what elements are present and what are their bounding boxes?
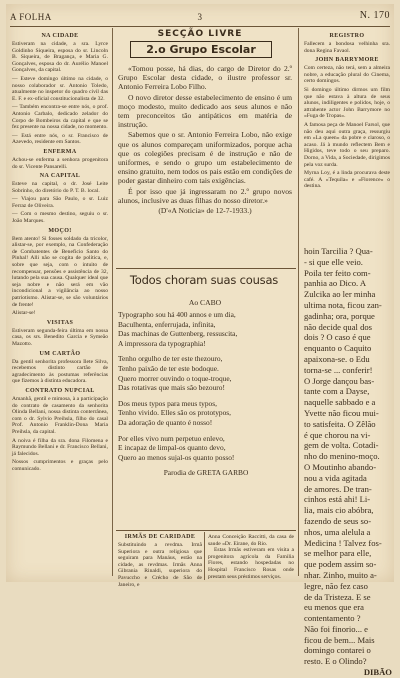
article-paragraph: Sabemos que o sr. Antonio Ferreira Lobo, não exige que os alunos compareçam uniformizados, porque acha que os colegiões precisam é de instrução e não de uniformes, e sendo o grupo um estabelecimento de ensino gratuito, nem todos os pais estão em condições de poder gastar dinheiro com tais exigências. [118, 130, 292, 186]
bottom-col-2-text2: Estas Irmãs estiveram em visita a progenitora agrícola da Familia Flores, estando hospedadas no Hospital Francisco Rosas onde prestam seus préstimos serviços. [208, 547, 294, 580]
left-column-paragraph: — Viajou para São Paulo, o sr. Luiz Ferraz de Oliveira. [12, 196, 108, 209]
bottom-col-2-text: Anna Conceição Raccitti, da casa de saude «Dr. Eirane, do Rio. [208, 534, 294, 547]
bottom-col-1 [118, 534, 202, 588]
left-column-heading: CONTRATO NUPCIAL [25, 387, 95, 394]
gossip-line: de amores. De tran- [304, 483, 372, 494]
newspaper-page [6, 4, 394, 678]
left-column-heading: NA CIDADE [41, 33, 79, 39]
poem-line: Quero ao menos sujal-os quanto posso! [118, 452, 235, 462]
article-paragraph: «Tomou posse, há dias, do cargo de Diretor do 2.º Grupo Escolar desta cidade, o ilustre professor sr. Antonio Ferreira Lobo Filho. [118, 64, 292, 92]
gossip-line: Yvette não ficou mui- [304, 407, 379, 418]
gossip-line: nhos, uma alelula a [304, 526, 371, 537]
left-column-paragraph: Achou-se enferma a senhora progenitora do sr. Vicente Pansarelli. [12, 156, 108, 170]
left-column-heading: ENFERMA [43, 148, 77, 155]
header-rule [10, 26, 390, 27]
gossip-line: cinhos está ahi! Li- [304, 494, 371, 505]
poem-line: E incapaz de limpal-os quanto devo, [118, 443, 226, 453]
gossip-line: é que chorou na vi- [304, 429, 371, 440]
gossip-line: não decide qual dos [304, 321, 373, 332]
middle-rule [116, 268, 296, 269]
gossip-line: de da Tristeza. E se [304, 591, 371, 602]
poem-title: Todos choram suas cousas [129, 273, 279, 287]
gossip-line: Medicina ! Talvez fos- [304, 537, 382, 548]
gossip-line: - si que elle veio. [304, 256, 363, 267]
gossip-line: gem de volta. Cotadi- [304, 440, 379, 451]
left-column-paragraph: Estiveram na cidade, a sra. Lyrce Goldinho Siqueira, esposa do sr. Lincoln B. Siqueira, de Bragança, e Maria G. Gonçalves, esposa do dr. Aurélio Manoel Gonçalves, da capital. [12, 41, 108, 74]
left-column-paragraph: — Esteve domingo último na cidade, o nosso colaborador sr. Antonio Toledo, atualmente no inspetor do quadro civil das E. F. e ex-oficial constitucionalista de 32. [12, 75, 108, 102]
gossip-line: fazendo de seus so- [304, 515, 372, 526]
left-column-paragraph: — Está entre nós, o sr. Francisco de Azevedo, residente em Santos. [12, 132, 108, 146]
school-article [118, 64, 292, 264]
poem-line: Por elles vivo num perpetuo enlevo, [118, 433, 225, 443]
section-title: SECÇÃO LIVRE [157, 29, 243, 39]
left-column-paragraph: — Também encontra-se entre nós, o prof. Antonio Carbalo, dedicado zelador do Corpo de Bombeiros da capital e que se fez presente na nossa cidade, no momento. [12, 104, 108, 131]
poem-line: A impressora da typographia! [118, 338, 206, 348]
gossip-line: dois ? O caso é que [304, 332, 371, 343]
left-column-paragraph: Estiveram segunda-feira última em nossa casa, os srs. Benedito Garcia e Symeão Mazotto. [12, 327, 108, 347]
poem-line: Typographo sou há 400 annos e um dia, [118, 310, 236, 319]
gossip-line: nhar. Zinho, muito a- [304, 569, 377, 580]
page-header [10, 10, 390, 26]
gossip-line: que podem assim so- [304, 559, 377, 570]
bottom-col-1-text: Substituindo a revdma. Irmã Superiora e outra religiosa que seguiram para Manáus, estão na cidade, as revdmas. Irmãs Anna Gibrania Rinaldi, superiora do Pavuccho e Crécho de São de Janeiro, e [118, 542, 202, 588]
gossip-line: se melhor para elle, [304, 548, 372, 559]
right-column-gossip [304, 246, 392, 678]
gossip-line: to satisfeita. O Zêlão [304, 418, 376, 429]
gossip-line: contentamento ? [304, 613, 361, 624]
column-divider-left [112, 28, 113, 576]
gossip-line: Poila ter feito com- [304, 267, 371, 278]
poem-stanza [118, 310, 294, 348]
left-column-paragraph: Amanhã, gentil e mimosa, à a participação do contrato de casamento da senhorita Olinda Bellani, nossa distinta conterrânea, com o dr. Sylvio Preihsla, filho do casal Prof. Antonio Franklin-Dona Maria Preihsla, da capital. [12, 395, 108, 435]
left-column-paragraph: — Com o mesmo destino, seguiu o sr. João Marques. [12, 211, 108, 225]
gossip-signature: DIBÃO [363, 667, 392, 678]
left-column-paragraph: A noiva é filha da sra. dona Filomena e Raymundo Bellani e dr. Francisco Bellani, já falecidos. [12, 437, 108, 457]
right-column-paragraph: Com certeza, não terá, sem a almeira nobre, a educação plural do Cinema, certo domingos. [304, 65, 390, 85]
gossip-line: ultima nota, ficou zan- [304, 299, 382, 310]
left-column-heading: NA CAPITAL [39, 173, 81, 180]
poem-line: Da adoração de quanto é nosso! [118, 417, 213, 427]
poem-stanza [118, 434, 294, 463]
gossip-line: resto. E o Olindo? [304, 656, 367, 667]
gossip-line: enquanto o Caquito [304, 343, 372, 354]
gossip-line: O Moutinho abando- [304, 461, 377, 472]
masthead-left: A FOLHA [10, 12, 52, 22]
left-column-heading: VISITAS [46, 319, 74, 326]
right-column-notes [304, 30, 390, 240]
gossip-line: hoin Tarcilia ? Qua- [304, 246, 373, 256]
gossip-line: nou a vida agitada [304, 472, 367, 483]
article-paragraph: O novo diretor desse estabelecimento de ensino é um moço modesto, muito dedicado aos seus alunos e não tem preconceitos tão antipáticos em matéria de instrução. [118, 92, 292, 130]
issue-number: N. 170 [359, 10, 390, 21]
article-paragraph: É por isso que já ingressaram no 2.º grupo novos alunos, inclusive as duas filhas do nosso diretor.» [118, 186, 292, 205]
gossip-line: torna-se ... conferir! [304, 364, 373, 375]
article-title-box: 2.o Grupo Escolar [130, 41, 272, 58]
poem-line: Tenho vivido. Elles são os prototypos, [118, 408, 232, 418]
gossip-line: legre, não fez caso [304, 580, 368, 591]
gossip-line: tante com a Dayse, [304, 386, 370, 397]
poem-line: Das rotativas que mais são bezouro! [118, 383, 225, 393]
left-column-heading: UM CARTÃO [39, 350, 81, 357]
right-column-paragraph: Si domingo último dirmos um film que não estava à altura de seus alunos, indiligentes e polidos, hoje, o attrahente actor John Barrymore no «Fuga de Tropas». [304, 86, 390, 120]
left-column-paragraph: Esteve na capital, o dr. José Leite Sobrinho, do diretório do P. T. B. local. [12, 181, 108, 194]
gossip-line: O Jorge dançou bas- [304, 375, 375, 386]
bottom-divider [204, 532, 205, 580]
left-column-paragraph: Da gentil senhorita professora Ilete Silva, recebemos distinto cartão de agradecimento às postumas referências que fizemos à distinta educadora. [12, 358, 108, 385]
left-column-paragraph: Nossos cumprimentos e graças pelo comunicado. [12, 459, 108, 472]
left-column-paragraph: Bem atento! Si fosses soldado da tricolor, alistar-se, por exemplo, na Confederação de Combatentes de Beneficio Santo do Pinhal! Alli não se cogita de política, e, sobre que seja, com o intuito de recompensar, pensões e assistência de 32, lutando pela sua causa. Qualquer ideal que seja nobre e não será em vão incondicional a vigilância ao nosso patriotismo. Alistar-se, se são voluntários de frente! [12, 235, 108, 308]
gossip-line: Não foi finorio... e [304, 623, 368, 634]
gossip-line: naquelle sabbado e a [304, 397, 376, 408]
poem-stanza [118, 354, 294, 392]
left-column [12, 30, 108, 578]
poem-body [118, 310, 294, 520]
poem-line: Tenho orgulho de ter este thezouro, [118, 354, 223, 364]
page-number: 3 [197, 12, 203, 22]
column-divider-right [298, 28, 299, 576]
poem-line: Das machinas de Guttenberg, ressuscita, [118, 329, 238, 339]
gossip-line: lia, mais cio abóbra, [304, 505, 374, 516]
bottom-rule [116, 530, 296, 531]
left-column-heading: MOÇO! [48, 227, 72, 234]
gossip-line: nho do menino-moço. [304, 451, 380, 462]
right-column-heading: REGISTRO [329, 33, 365, 39]
right-column-paragraph: Myrna Loy, é a linda procurava deste café. A «Tequila» e «Florence» o destina. [304, 170, 390, 190]
right-column-paragraph: Fallecem a bondosa velhinha sra. dona Regina Favaol. [304, 41, 390, 54]
bottom-col-1-title: IRMÃS DE CARIDADE [124, 534, 196, 540]
gossip-line: Zulcika ao ler minha [304, 289, 376, 300]
left-column-paragraph: Alistar-se! [12, 310, 36, 317]
gossip-line: eu menos que era [304, 602, 364, 613]
right-column-paragraph: A famosa peça de Manoel Farsol, que não deu aqui outra graça, ressurgiu em «La queen» da pobre e claroso, o acaso. Já à mundo reflectem Bem e Higidos, teve todo o seu preparo. Dorno, a Vida, a Sociedade, dirigimos pela voz surda. [304, 121, 390, 168]
poem-line: Quero morrer ouvindo o toque-troque, [118, 373, 232, 383]
right-column-heading: JOHN BARRYMORE [315, 57, 379, 64]
poem-line: Baculhenta, enferrujada, infinita, [118, 319, 216, 329]
gossip-line: apaixona-se. o Edu [304, 353, 370, 364]
bottom-col-2 [208, 534, 294, 582]
poem-signature: Parodia de GRETA GARBO [163, 468, 249, 478]
poem-line: Dos meus typos para meus typos, [118, 398, 217, 408]
poem-stanza [118, 399, 294, 428]
poem-subtitle: Ao CABO [188, 298, 222, 307]
gossip-line: panhia ao Dico. A [304, 278, 367, 289]
article-paragraph: (D'«A Noticia» de 12-7-1933.) [158, 206, 252, 216]
poem-line: Tenho paixão de ter este bodoque. [118, 363, 219, 373]
gossip-line: gadinha; ora, porque [304, 310, 375, 321]
gossip-line: domingo contarei o [304, 645, 371, 656]
gossip-line: ficou de bem... Mais [304, 634, 375, 645]
